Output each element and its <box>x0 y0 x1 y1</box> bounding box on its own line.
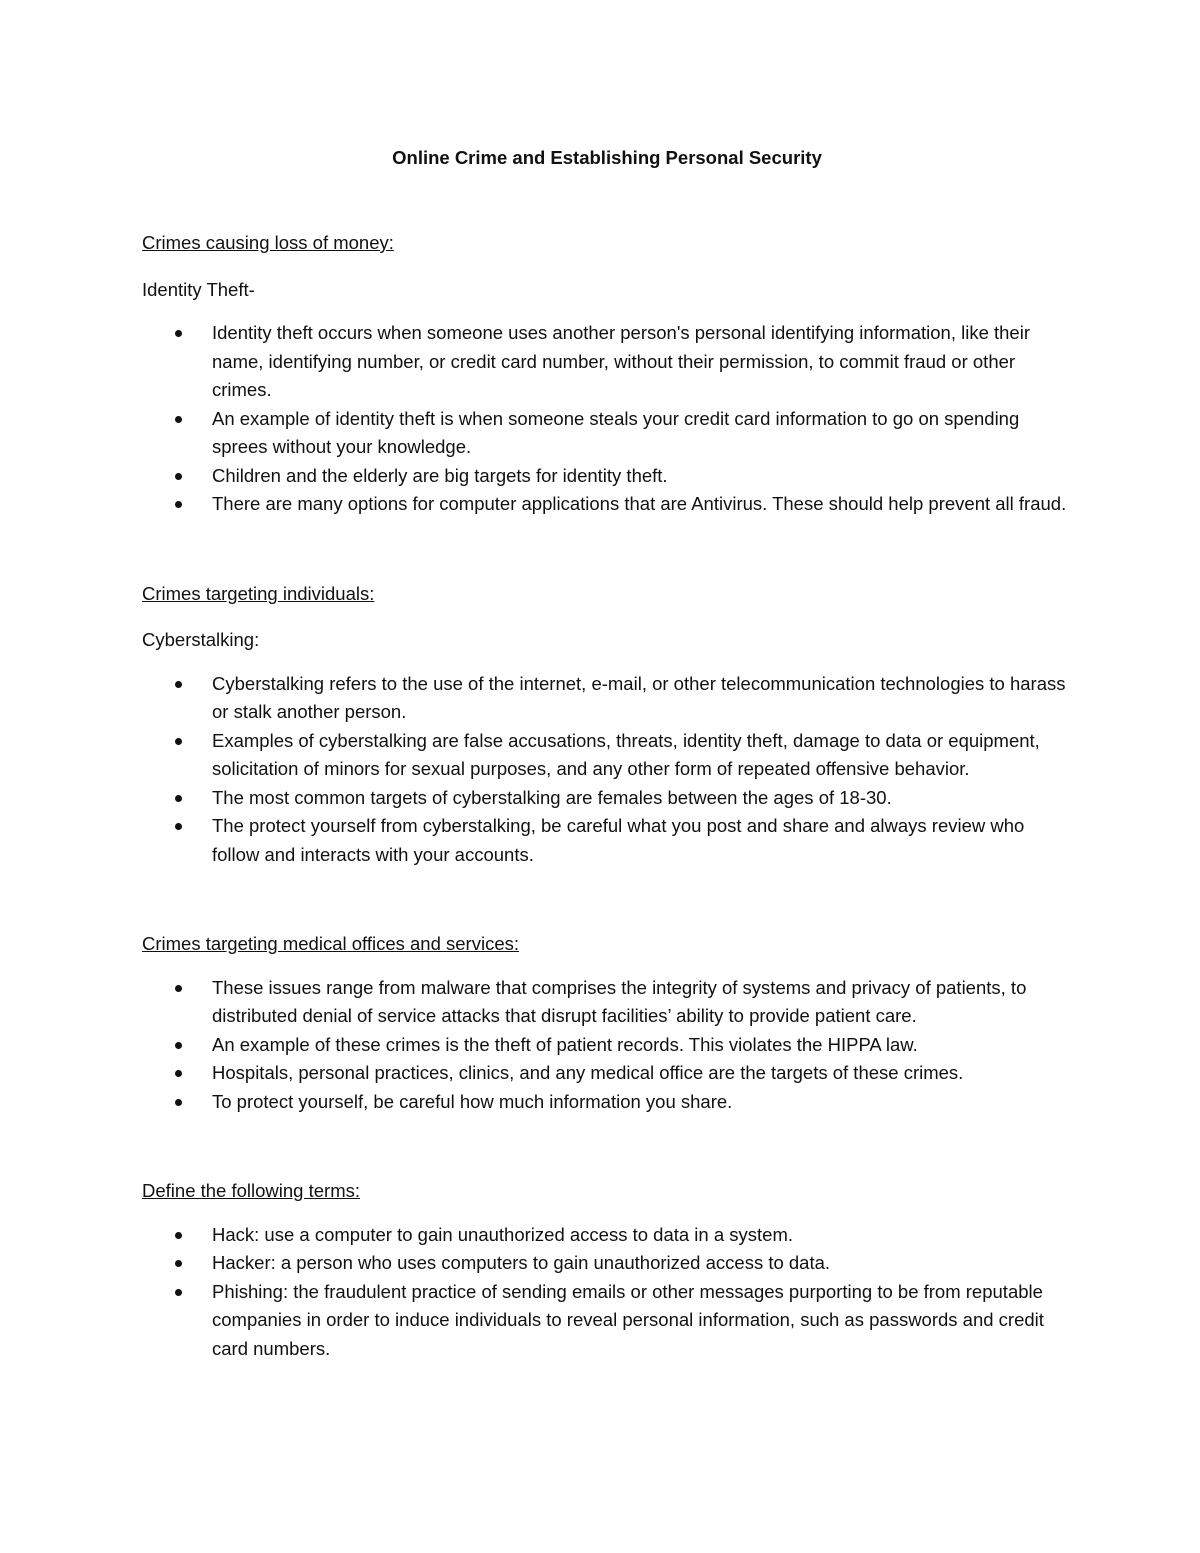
list-item <box>142 974 1072 1031</box>
list-item-text: There are many options for computer applications that are Antivirus. These should help prevent all fraud. <box>212 493 1067 514</box>
list-item <box>142 1031 1072 1060</box>
section-heading: Crimes causing loss of money: <box>142 232 394 253</box>
section-define-terms <box>142 1177 1072 1363</box>
list-item-text: An example of identity theft is when someone steals your credit card information to go on spending sprees without your knowledge. <box>212 407 1020 457</box>
document-body <box>142 144 1072 1363</box>
section-subheading: Identity Theft- <box>142 278 255 300</box>
list-item <box>142 1221 1072 1250</box>
list-item-text: These issues range from malware that comprises the integrity of systems and privacy of patients, to distributed denial of service attacks that disrupt facilities’ ability to provide patient care. <box>212 976 1027 1026</box>
bullet-icon <box>175 330 182 337</box>
section-medical-offices <box>142 930 1072 1116</box>
list-item <box>142 319 1072 405</box>
list-item-text: The most common targets of cyberstalking are females between the ages of 18-30. <box>212 786 892 808</box>
bullet-icon <box>175 416 182 423</box>
list-item-text: Examples of cyberstalking are false accusations, threats, identity theft, damage to data or equipment, solicitation of minors for sexual purposes, and any other form of repeated offensive behavior. <box>212 729 1040 779</box>
list-item <box>142 812 1072 869</box>
list-item-text: An example of these crimes is the theft of patient records. This violates the HIPPA law. <box>212 1033 918 1055</box>
list-item <box>142 462 1072 491</box>
list-item <box>142 670 1072 727</box>
bullet-icon <box>175 795 182 802</box>
list-item-text: The protect yourself from cyberstalking, be careful what you post and share and always review who follow and interacts with your accounts. <box>212 815 1025 865</box>
list-item-text: Identity theft occurs when someone uses another person's personal identifying information, like their name, identifying number, or credit card number, without their permission, to commit fraud or other crimes. <box>212 322 1030 400</box>
list-item-text: Hack: use a computer to gain unauthorized access to data in a system. <box>212 1223 794 1245</box>
bullet-icon <box>175 1099 182 1106</box>
bullet-list <box>142 670 1072 870</box>
bullet-icon <box>175 1070 182 1077</box>
list-item-text: Cyberstalking refers to the use of the internet, e-mail, or other telecommunication technologies to harass or stalk another person. <box>212 672 1066 722</box>
bullet-list <box>142 1221 1072 1364</box>
list-item <box>142 405 1072 462</box>
document-title: Online Crime and Establishing Personal Security <box>392 147 822 168</box>
bullet-icon <box>175 738 182 745</box>
bullet-icon <box>175 1260 182 1267</box>
bullet-list <box>142 319 1072 519</box>
bullet-icon <box>175 1232 182 1239</box>
list-item-text: Hacker: a person who uses computers to gain unauthorized access to data. <box>212 1252 831 1273</box>
section-targeting-individuals <box>142 580 1072 870</box>
bullet-icon <box>175 1289 182 1296</box>
section-heading: Define the following terms: <box>142 1180 360 1201</box>
list-item <box>142 1249 1072 1278</box>
list-item <box>142 1088 1072 1117</box>
list-item <box>142 784 1072 813</box>
bullet-icon <box>175 473 182 480</box>
list-item-text: Children and the elderly are big targets for identity theft. <box>212 464 668 486</box>
bullet-icon <box>175 1042 182 1049</box>
section-loss-of-money <box>142 229 1072 519</box>
section-heading: Crimes targeting individuals: <box>142 582 375 604</box>
bullet-icon <box>175 985 182 992</box>
bullet-icon <box>175 823 182 830</box>
list-item <box>142 727 1072 784</box>
section-heading: Crimes targeting medical offices and services: <box>142 933 520 954</box>
section-subheading: Cyberstalking: <box>142 629 260 650</box>
list-item-text: Hospitals, personal practices, clinics, and any medical office are the targets of these crimes. <box>212 1062 964 1083</box>
list-item <box>142 1278 1072 1364</box>
list-item-text: Phishing: the fraudulent practice of sending emails or other messages purporting to be from reputable companies in order to induce individuals to reveal personal information, such as passwords and credit card numbers. <box>212 1280 1044 1359</box>
bullet-icon <box>175 681 182 688</box>
list-item <box>142 1059 1072 1088</box>
bullet-icon <box>175 501 182 508</box>
list-item-text: To protect yourself, be careful how much information you share. <box>212 1090 733 1112</box>
list-item <box>142 490 1072 519</box>
bullet-list <box>142 974 1072 1117</box>
